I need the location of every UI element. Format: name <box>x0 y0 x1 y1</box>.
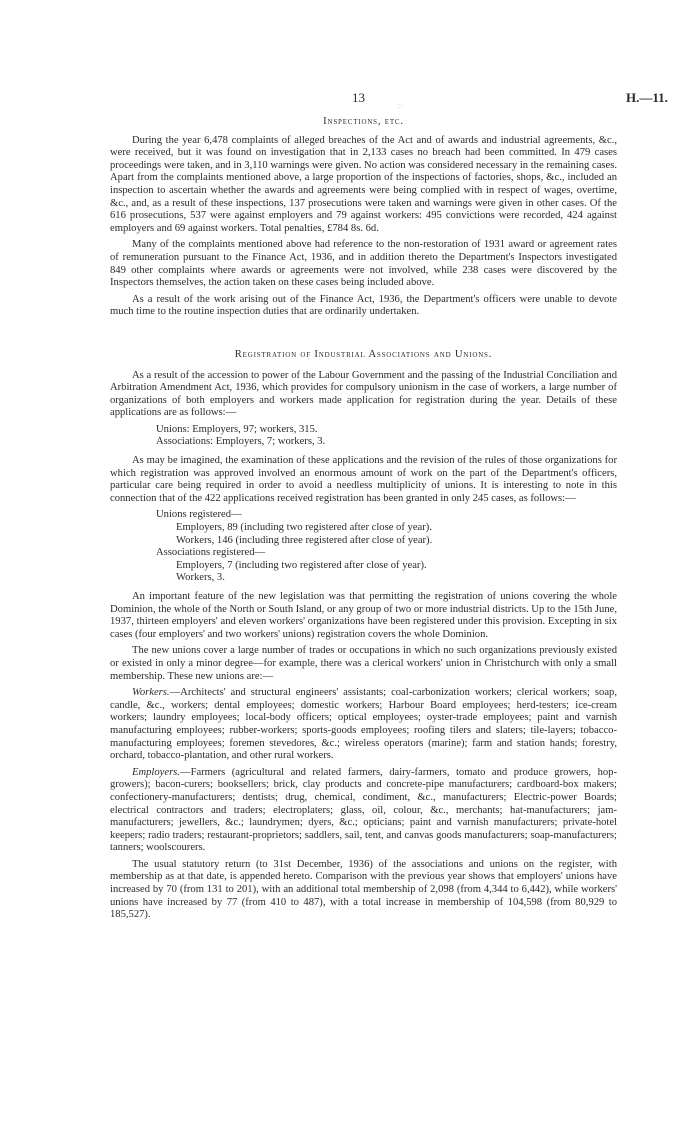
paragraph: As may be imagined, the examination of these applications and the revision of the rules of those organizations for which registration was approved involved an enormous amount of work on the part of the Department's officers, particular care being required in order to avoid a needless multiplicity of unions. It is interesting to note in this connection that of the 422 applications received registration has been granted in only 245 cases, as follows:— <box>110 455 617 504</box>
unions-registered-employers: Employers, 89 (including two registered after close of year). <box>176 522 432 534</box>
workers-list: —Architects' and structural engineers' assistants; coal-carbonization workers; clerical workers; soap, candle, &c., workers; dental employees; domestic workers; Harbour Board employees; herd-testers; ice-cream workers; laundry employees; local-body officers; optical employees; oyster-trade employees; paint and varnish manufacturing employees; rubber-workers; sports-goods employees; roofing tilers and slaters; tile-layers; tobacco-manufacturing employees; foremen stevedores, &c.; wireless operators (marine); farm and station hands; forestry, orchard, tobacco-plantation, and other rural workers. <box>110 687 617 762</box>
paragraph: The usual statutory return (to 31st December, 1936) of the associations and unions on the register, with membership as at that date, is appended hereto. Comparison with the previous year shows that employers' unions have increased by 70 (from 131 to 201), with an additional total membership of 2,098 (from 4,344 to 6,442), while workers' unions have increased by 77 (from 410 to 487), with a total increase in membership of 104,598 (from 80,929 to 185,527). <box>110 858 617 921</box>
paragraph: As a result of the accession to power of the Labour Government and the passing of the Industrial Conciliation and Arbitration Amendment Act, 1936, which provides for compulsory unionism in the case of workers, a large number of organizations of both employers and workers made application for registration during the year. Details of these applications are as follows:— <box>110 369 617 419</box>
page-number: 13 <box>352 90 365 105</box>
applications-unions: Unions: Employers, 97; workers, 315. <box>156 423 318 435</box>
paragraph: An important feature of the new legislation was that permitting the registration of unions covering the whole Dominion, the whole of the North or South Island, or any group of two or more industrial districts. Up to the 15th June, 1937, thirteen employers' and eleven workers' organizations have been registered under this provision. Excepting in six cases (four employers' and two workers' unions) registration covers the whole Dominion. <box>110 591 617 640</box>
unions-registered-workers: Workers, 146 (including three registered after close of year). <box>176 534 433 546</box>
paragraph: During the year 6,478 complaints of alleged breaches of the Act and of awards and industrial agreements, &c., were received, but it was found on investigation that in 2,133 cases no breach had been committed. In 479 cases proceedings were taken, and in 3,110 warnings were given. No action was considered necessary in the remaining cases. Apart from the complaints mentioned above, a large proportion of the inspections of factories, shops, &c., included an inspection to ascertain whether the awards and agreements were being complied with in respect of wages, overtime, &c., and, as a result of these inspections, 137 prosecutions were taken and warnings were given in other cases. Of the 616 prosecutions, 537 were against employers and 79 against workers: 495 convictions were recorded, 424 against employers and 69 against workers. Total penalties, £784 8s. 6d. <box>110 134 617 234</box>
paragraph: The new unions cover a large number of trades or occupations in which no such organizations previously existed or existed in only a minor degree—for example, there was a clerical workers' union in Christchurch with only a small membership. These new unions are:— <box>110 645 617 682</box>
employers-unions-paragraph <box>110 767 617 855</box>
associations-registered-employers: Employers, 7 (including two registered after close of year). <box>176 559 427 571</box>
paragraph: Many of the complaints mentioned above had reference to the non-restoration of 1931 award or agreement rates of remuneration pursuant to the Finance Act, 1936, and in addition thereto the Department's Inspectors investigated 849 other complaints where awards or agreements were not involved, while 238 cases were discovered by the Inspectors themselves, the action taken on these cases being included above. <box>110 239 617 289</box>
section-heading-inspections: Inspections, etc. <box>323 116 404 127</box>
employers-list: —Farmers (agricultural and related farmers, dairy-farmers, tomato and produce growers, hop-growers); bacon-curers; booksellers; brick, clay products and concrete-pipe manufacturers; cardboard-box makers; confectionery-manufacturers; dentists; drug, chemical, condiment, &c., manufacturers; Electric-power Boards; electrical contractors and traders; electroplaters; glass, oil, colour, &c., merchants; hat-manufacturers; jam-manufacturers; jewellers, &c.; laundrymen; dyers, &c.; opticians; paint and varnish manufacturers; private-hotel keepers; radio traders; restaurant-proprietors; saddlers, sail, tent, and canvas goods manufacturers; soap-manufacturers; tanners; woolscourers. <box>110 766 617 854</box>
paragraph: As a result of the work arising out of the Finance Act, 1936, the Department's officers were unable to devote much time to the routine inspection duties that are ordinarily undertaken. <box>110 293 617 318</box>
applications-list <box>156 424 617 449</box>
section-heading-registration: Registration of Industrial Associations and Unions. <box>234 348 493 360</box>
associations-registered-label: Associations registered— <box>156 547 266 559</box>
workers-label: Workers. <box>132 687 170 699</box>
workers-unions-paragraph <box>110 687 617 763</box>
applications-associations: Associations: Employers, 7; workers, 3. <box>156 436 326 448</box>
associations-registered-workers: Workers, 3. <box>176 572 225 584</box>
document-body <box>110 116 617 926</box>
unions-registered-label: Unions registered— <box>156 509 242 521</box>
document-reference: H.—11. <box>626 90 668 105</box>
ink-mark: ·:· <box>396 101 404 110</box>
registered-list <box>156 509 617 585</box>
employers-label: Employers. <box>132 766 180 778</box>
